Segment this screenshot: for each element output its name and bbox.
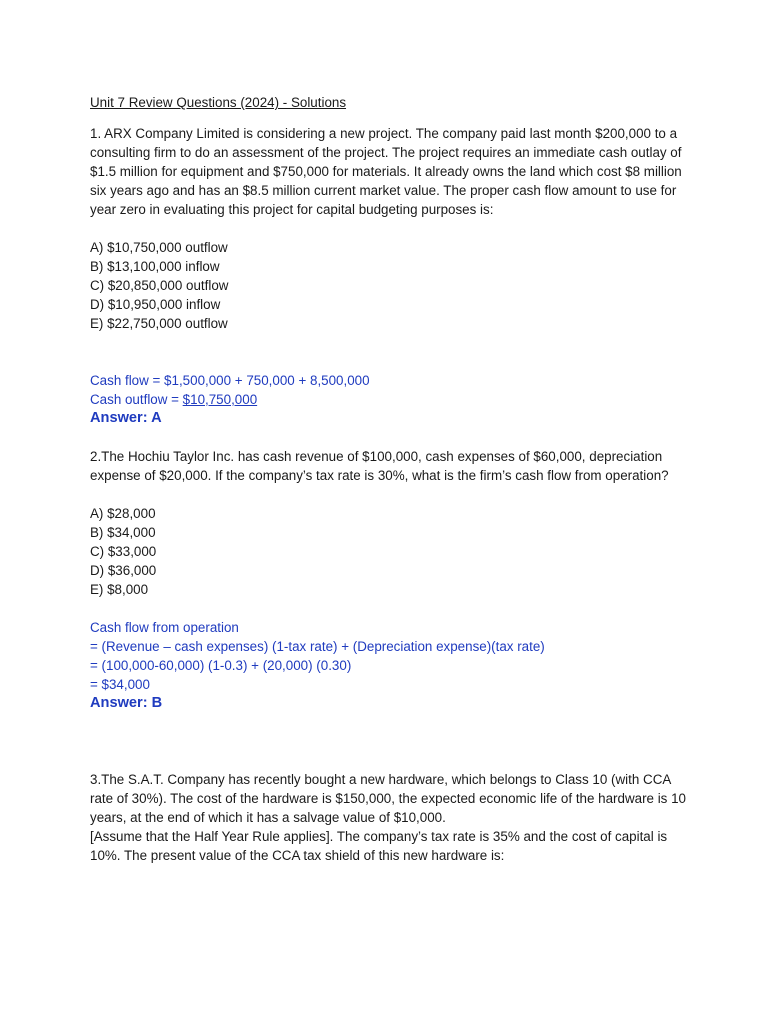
question-2-solution-line-4: = $34,000 [90,677,150,692]
question-1-option-b: B) $13,100,000 inflow [90,259,220,274]
question-2-text: 2.The Hochiu Taylor Inc. has cash revenue of $100,000, cash expenses of $60,000, depreciation expense of $20,000. If the company’s tax rate is 30%, what is the firm’s cash flow from operation? [90,449,669,483]
question-2-option-a: A) $28,000 [90,506,156,521]
question-1-text: 1. ARX Company Limited is considering a new project. The company paid last month $200,000 to a consulting firm to do an assessment of the project. The project requires an immediate cash outlay of $1.5 million for equipment and $750,000 for materials. It already owns the land which cost $8 million six years ago and has an $8.5 million current market value. The proper cash flow amount to use for year zero in evaluating this project for capital budgeting purposes is: [90,126,682,217]
question-1-solution-prefix: Cash outflow = [90,392,183,407]
document-content [90,93,690,865]
spacer [90,599,690,618]
question-2-option-e: E) $8,000 [90,582,149,597]
question-1-option-c: C) $20,850,000 outflow [90,278,229,293]
question-2-options [90,504,690,599]
question-1-solution-line-2 [90,390,690,409]
question-1-solution-value: $10,750,000 [182,392,258,407]
question-3-text: 3.The S.A.T. Company has recently bought a new hardware, which belongs to Class 10 (with CCA rate of 30%). The cost of the hardware is $150,000, the expected economic life of the hardware is 10 years, at the end of which it has a salvage value of $10,000. [90,772,686,825]
question-1-option-e: E) $22,750,000 outflow [90,316,228,331]
question-2-solution-line-2: = (Revenue – cash expenses) (1-tax rate) + (Depreciation expense)(tax rate) [90,639,545,654]
spacer [90,333,690,371]
question-1-options [90,238,690,333]
spacer [90,713,690,770]
question-2-option-d: D) $36,000 [90,563,157,578]
spacer [90,428,690,447]
question-2-option-b: B) $34,000 [90,525,156,540]
question-1-option-d: D) $10,950,000 inflow [90,297,221,312]
question-1-option-a: A) $10,750,000 outflow [90,240,228,255]
question-1-answer: Answer: A [90,410,162,426]
question-1-solution-line-1: Cash flow = $1,500,000 + 750,000 + 8,500,000 [90,373,370,388]
question-2-solution-line-3: = (100,000-60,000) (1-0.3) + (20,000) (0.30) [90,658,352,673]
question-2-answer: Answer: B [90,695,163,711]
question-2-option-c: C) $33,000 [90,544,157,559]
document-title: Unit 7 Review Questions (2024) - Solutions [90,95,347,110]
question-3-text-continued: [Assume that the Half Year Rule applies]. The company’s tax rate is 35% and the cost of capital is 10%. The present value of the CCA tax shield of this new hardware is: [90,829,668,863]
question-2-solution-line-1: Cash flow from operation [90,620,239,635]
